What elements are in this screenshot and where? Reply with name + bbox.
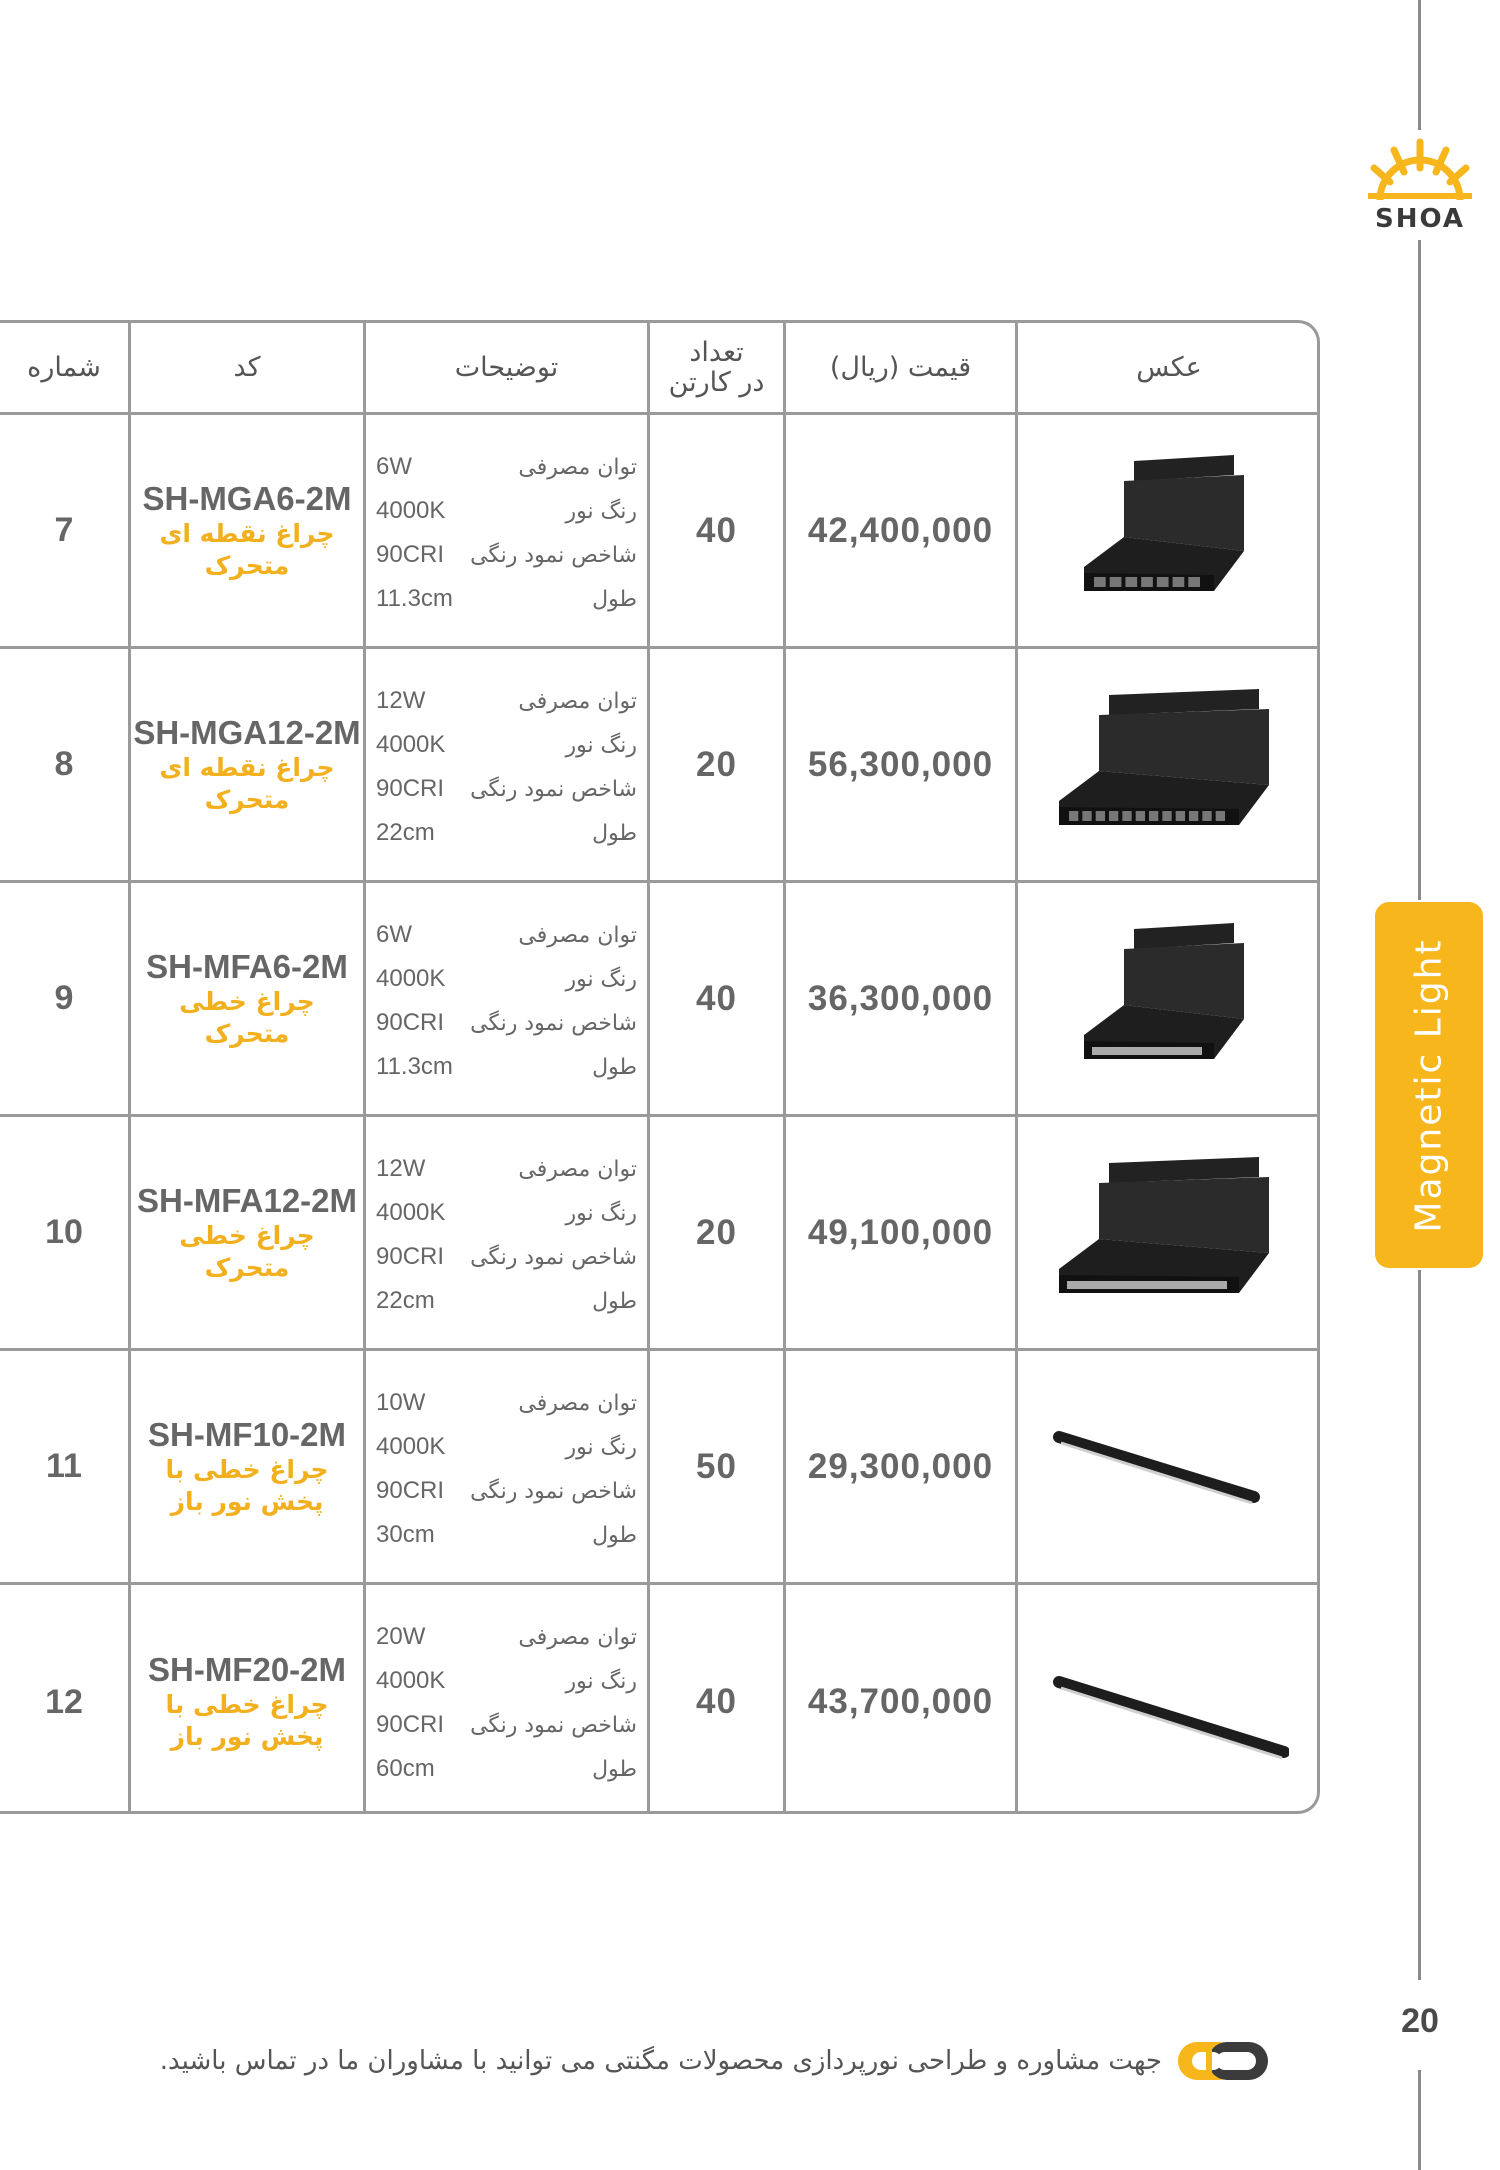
product-image	[1018, 649, 1320, 880]
cri-value: 90CRI	[376, 1477, 445, 1504]
product-code: SH-MGA6-2M	[142, 479, 352, 517]
length-label: طول	[592, 1288, 637, 1314]
power-label: توان مصرفی	[518, 454, 637, 480]
color-label: رنگ نور	[565, 498, 637, 524]
page-number: 20	[1401, 2002, 1439, 2040]
price-value: 56,300,000	[807, 744, 994, 784]
qty-cell	[647, 883, 783, 1114]
header-qty-line1: تعداد	[689, 336, 744, 368]
table-row	[0, 649, 1320, 883]
length-value: 30cm	[376, 1521, 435, 1548]
cri-value: 90CRI	[376, 1009, 445, 1036]
price-cell	[783, 1585, 1015, 1814]
header-desc: توضیحات	[363, 323, 647, 412]
spot-track-light-long-icon	[1049, 675, 1289, 855]
code-cell	[128, 415, 363, 646]
code-cell	[128, 1351, 363, 1582]
qty-value: 20	[696, 744, 737, 784]
cri-label: شاخص نمود رنگی	[470, 1478, 637, 1504]
table-row	[0, 415, 1320, 649]
product-type: چراغ نقطه ای متحرک	[159, 518, 335, 580]
linear-bar-short-icon	[1049, 1377, 1289, 1557]
row-number: 9	[54, 979, 74, 1017]
length-label: طول	[592, 1054, 637, 1080]
row-number: 10	[45, 1213, 83, 1251]
color-label: رنگ نور	[565, 1200, 637, 1226]
price-value: 43,700,000	[807, 1682, 994, 1721]
shoa-logo	[1360, 138, 1480, 238]
code-cell	[128, 649, 363, 880]
power-label: توان مصرفی	[518, 922, 637, 948]
desc-cell	[363, 1117, 647, 1348]
product-image	[1018, 883, 1320, 1114]
power-label: توان مصرفی	[518, 1390, 637, 1416]
color-label: رنگ نور	[565, 1434, 637, 1460]
price-value: 42,400,000	[807, 510, 994, 550]
qty-value: 40	[696, 978, 737, 1018]
desc-cell	[363, 883, 647, 1114]
color-value: 4000K	[376, 965, 446, 992]
product-type: چراغ خطی با پخش نور باز	[165, 1690, 329, 1751]
header-num: شماره	[27, 352, 101, 383]
product-code: SH-MF20-2M	[147, 1651, 347, 1688]
color-label: رنگ نور	[565, 966, 637, 992]
header-qty	[647, 323, 783, 412]
qty-value: 40	[696, 510, 737, 550]
length-value: 11.3cm	[376, 585, 453, 612]
product-image	[1018, 1351, 1320, 1582]
table-row	[0, 1585, 1320, 1814]
qty-cell	[647, 1351, 783, 1582]
header-price: قیمت (ریال)	[783, 323, 1015, 412]
power-label: توان مصرفی	[518, 688, 637, 714]
table-row	[0, 1351, 1320, 1585]
price-value: 29,300,000	[807, 1446, 994, 1486]
qty-cell	[647, 1585, 783, 1814]
product-image	[1018, 415, 1320, 646]
power-value: 10W	[376, 1389, 426, 1416]
num-cell	[0, 1117, 128, 1348]
cri-label: شاخص نمود رنگی	[470, 776, 637, 802]
color-value: 4000K	[376, 497, 446, 524]
qty-value: 40	[696, 1682, 737, 1721]
category-label: Magnetic Light	[1408, 937, 1450, 1233]
length-label: طول	[592, 1756, 637, 1782]
cri-label: شاخص نمود رنگی	[470, 542, 637, 568]
color-value: 4000K	[376, 731, 446, 758]
product-code: SH-MFA6-2M	[146, 947, 348, 985]
product-type: چراغ خطی متحرک	[179, 986, 315, 1048]
side-rail-line	[1418, 1270, 1421, 1980]
length-value: 60cm	[376, 1755, 435, 1782]
qty-cell	[647, 1117, 783, 1348]
linear-track-light-short-icon	[1049, 909, 1289, 1089]
cri-label: شاخص نمود رنگی	[470, 1010, 637, 1036]
color-value: 4000K	[376, 1433, 446, 1460]
length-label: طول	[592, 586, 637, 612]
header-code: کد	[128, 323, 363, 412]
table-header	[0, 323, 1320, 415]
desc-cell	[363, 415, 647, 646]
power-label: توان مصرفی	[518, 1156, 637, 1182]
price-table	[0, 320, 1320, 1814]
cri-value: 90CRI	[376, 1243, 445, 1270]
num-cell	[0, 883, 128, 1114]
color-label: رنگ نور	[565, 732, 637, 758]
row-number: 11	[46, 1447, 82, 1485]
header-image: عکس	[1015, 323, 1320, 412]
code-cell	[128, 1585, 363, 1814]
product-image	[1018, 1117, 1320, 1348]
product-code: SH-MGA12-2M	[133, 713, 361, 751]
price-cell	[783, 883, 1015, 1114]
desc-cell	[363, 1585, 647, 1814]
product-image-cell	[1015, 1351, 1320, 1582]
side-rail-line	[1418, 240, 1421, 900]
power-value: 6W	[376, 453, 412, 480]
cri-label: شاخص نمود رنگی	[470, 1712, 637, 1738]
code-cell	[128, 1117, 363, 1348]
power-value: 20W	[376, 1623, 426, 1650]
footer-text: جهت مشاوره و طراحی نورپردازی محصولات مگنتی می توانید با مشاوران ما در تماس باشید.	[159, 2046, 1162, 2076]
power-label: توان مصرفی	[518, 1624, 637, 1650]
product-type: چراغ نقطه ای متحرک	[159, 752, 335, 814]
header-qty-line2: در کارتن	[668, 366, 765, 398]
product-image-cell	[1015, 1117, 1320, 1348]
table-row	[0, 1117, 1320, 1351]
cri-value: 90CRI	[376, 541, 445, 568]
product-image-cell	[1015, 649, 1320, 880]
row-number: 8	[54, 745, 74, 783]
length-value: 22cm	[376, 1287, 435, 1314]
linear-bar-long-icon	[1049, 1612, 1289, 1792]
price-cell	[783, 649, 1015, 880]
cri-value: 90CRI	[376, 775, 445, 802]
code-cell	[128, 883, 363, 1114]
spot-track-light-short-icon	[1049, 441, 1289, 621]
qty-cell	[647, 415, 783, 646]
product-code: SH-MFA12-2M	[136, 1181, 358, 1219]
price-value: 49,100,000	[807, 1212, 994, 1252]
num-cell	[0, 415, 128, 646]
qty-value: 50	[696, 1446, 737, 1486]
power-value: 12W	[376, 1155, 426, 1182]
linear-track-light-long-icon	[1049, 1143, 1289, 1323]
desc-cell	[363, 649, 647, 880]
color-value: 4000K	[376, 1199, 446, 1226]
price-cell	[783, 415, 1015, 646]
product-type: چراغ خطی متحرک	[179, 1220, 315, 1282]
price-cell	[783, 1351, 1015, 1582]
num-cell	[0, 1351, 128, 1582]
cri-label: شاخص نمود رنگی	[470, 1244, 637, 1270]
color-value: 4000K	[376, 1667, 446, 1694]
price-cell	[783, 1117, 1015, 1348]
side-rail-line	[1418, 0, 1421, 130]
length-value: 11.3cm	[376, 1053, 453, 1080]
category-tab	[1375, 902, 1483, 1268]
magnet-link-icon	[1176, 2036, 1270, 2086]
price-value: 36,300,000	[807, 978, 994, 1018]
product-image-cell	[1015, 1585, 1320, 1814]
table-row	[0, 883, 1320, 1117]
num-cell	[0, 1585, 128, 1814]
product-image-cell	[1015, 415, 1320, 646]
product-image	[1018, 1585, 1320, 1814]
brand-name: SHOA	[1374, 204, 1465, 234]
length-value: 22cm	[376, 819, 435, 846]
row-number: 7	[54, 511, 74, 549]
length-label: طول	[592, 820, 637, 846]
cri-value: 90CRI	[376, 1711, 445, 1738]
num-cell	[0, 649, 128, 880]
desc-cell	[363, 1351, 647, 1582]
length-label: طول	[592, 1522, 637, 1548]
row-number: 12	[45, 1682, 83, 1721]
qty-value: 20	[696, 1212, 737, 1252]
footer-note	[120, 2036, 1270, 2086]
power-value: 6W	[376, 921, 412, 948]
power-value: 12W	[376, 687, 426, 714]
product-image-cell	[1015, 883, 1320, 1114]
qty-cell	[647, 649, 783, 880]
product-code: SH-MF10-2M	[147, 1415, 347, 1453]
side-rail-line	[1418, 2070, 1421, 2170]
sun-icon	[1360, 138, 1480, 208]
color-label: رنگ نور	[565, 1668, 637, 1694]
product-type: چراغ خطی با پخش نور باز	[165, 1454, 329, 1516]
